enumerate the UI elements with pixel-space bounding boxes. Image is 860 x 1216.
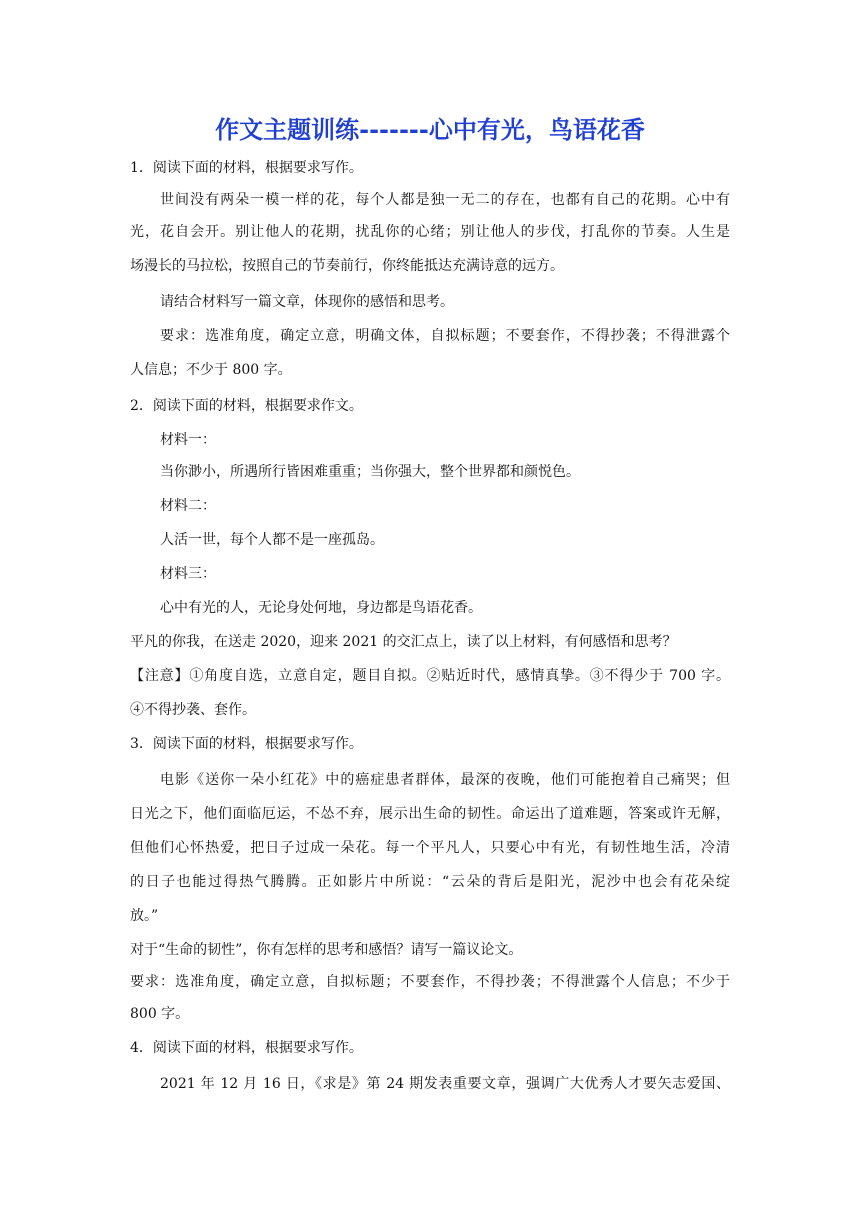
q3-heading: 3．阅读下面的材料，根据要求写作。 <box>130 736 363 752</box>
q1-material-line: 光，花自会开。别让他人的花期，扰乱你的心绪；别让他人的步伐，打乱你的节奏。人生是 <box>130 224 730 240</box>
q3-prompt: 对于“生命的韧性”，你有怎样的思考和感悟？请写一篇议论文。 <box>130 942 523 958</box>
q2-notes: ④不得抄袭、套作。 <box>130 702 256 718</box>
q3-material-line: 但他们心怀热爱，把日子过成一朵花。每一个平凡人，只要心中有光，有韧性地生活，冷清 <box>130 840 730 856</box>
q1-requirements: 要求：选准角度，确定立意，明确文体，自拟标题；不要套作，不得抄袭；不得泄露个 <box>160 328 730 344</box>
q2-prompt: 平凡的你我，在送走 2020，迎来 2021 的交汇点上，读了以上材料，有何感悟和思考？ <box>130 634 677 650</box>
q1-material-line: 世间没有两朵一模一样的花，每个人都是独一无二的存在，也都有自己的花期。心中有 <box>160 192 730 208</box>
q1-heading: 1．阅读下面的材料，根据要求写作。 <box>130 160 363 176</box>
q2-heading: 2．阅读下面的材料，根据要求作文。 <box>130 398 363 414</box>
q1-requirements: 人信息；不少于 800 字。 <box>130 362 292 378</box>
q1-material-line: 场漫长的马拉松，按照自己的节奏前行，你终能抵达充满诗意的远方。 <box>130 258 564 274</box>
q1-instruction: 请结合材料写一篇文章，体现你的感悟和思考。 <box>160 294 454 310</box>
q2-material-text: 人活一世，每个人都不是一座孤岛。 <box>160 532 384 548</box>
q4-material-line: 2021 年 12 月 16 日，《求是》第 24 期发表重要文章，强调广大优秀人才要矢志爱国、 <box>160 1076 730 1092</box>
q2-material-label: 材料三： <box>160 566 216 582</box>
q2-material-label: 材料一： <box>160 432 216 448</box>
q2-material-text: 当你渺小，所遇所行皆困难重重；当你强大，整个世界都和颜悦色。 <box>160 464 580 480</box>
q2-material-label: 材料二： <box>160 498 216 514</box>
q3-requirements: 800 字。 <box>130 1006 190 1022</box>
q3-material-line: 日光之下，他们面临厄运，不怂不弃，展示出生命的韧性。命运出了道难题，答案或许无解， <box>130 806 730 822</box>
q4-heading: 4．阅读下面的材料，根据要求写作。 <box>130 1040 363 1056</box>
document-title: 作文主题训练-------心中有光，鸟语花香 <box>215 116 645 144</box>
q3-requirements: 要求：选准角度，确定立意，自拟标题；不要套作，不得抄袭；不得泄露个人信息；不少于 <box>130 974 730 990</box>
q3-material-line: 放。” <box>130 908 159 924</box>
q2-material-text: 心中有光的人，无论身处何地，身边都是鸟语花香。 <box>160 600 482 616</box>
q3-material-line: 电影《送你一朵小红花》中的癌症患者群体，最深的夜晚，他们可能抱着自己痛哭；但 <box>160 772 730 788</box>
q3-material-line: 的日子也能过得热气腾腾。正如影片中所说：“云朵的背后是阳光，泥沙中也会有花朵绽 <box>130 874 730 890</box>
q2-notes: 【注意】①角度自选，立意自定，题目自拟。②贴近时代，感情真挚。③不得少于 700 字。 <box>130 668 730 684</box>
